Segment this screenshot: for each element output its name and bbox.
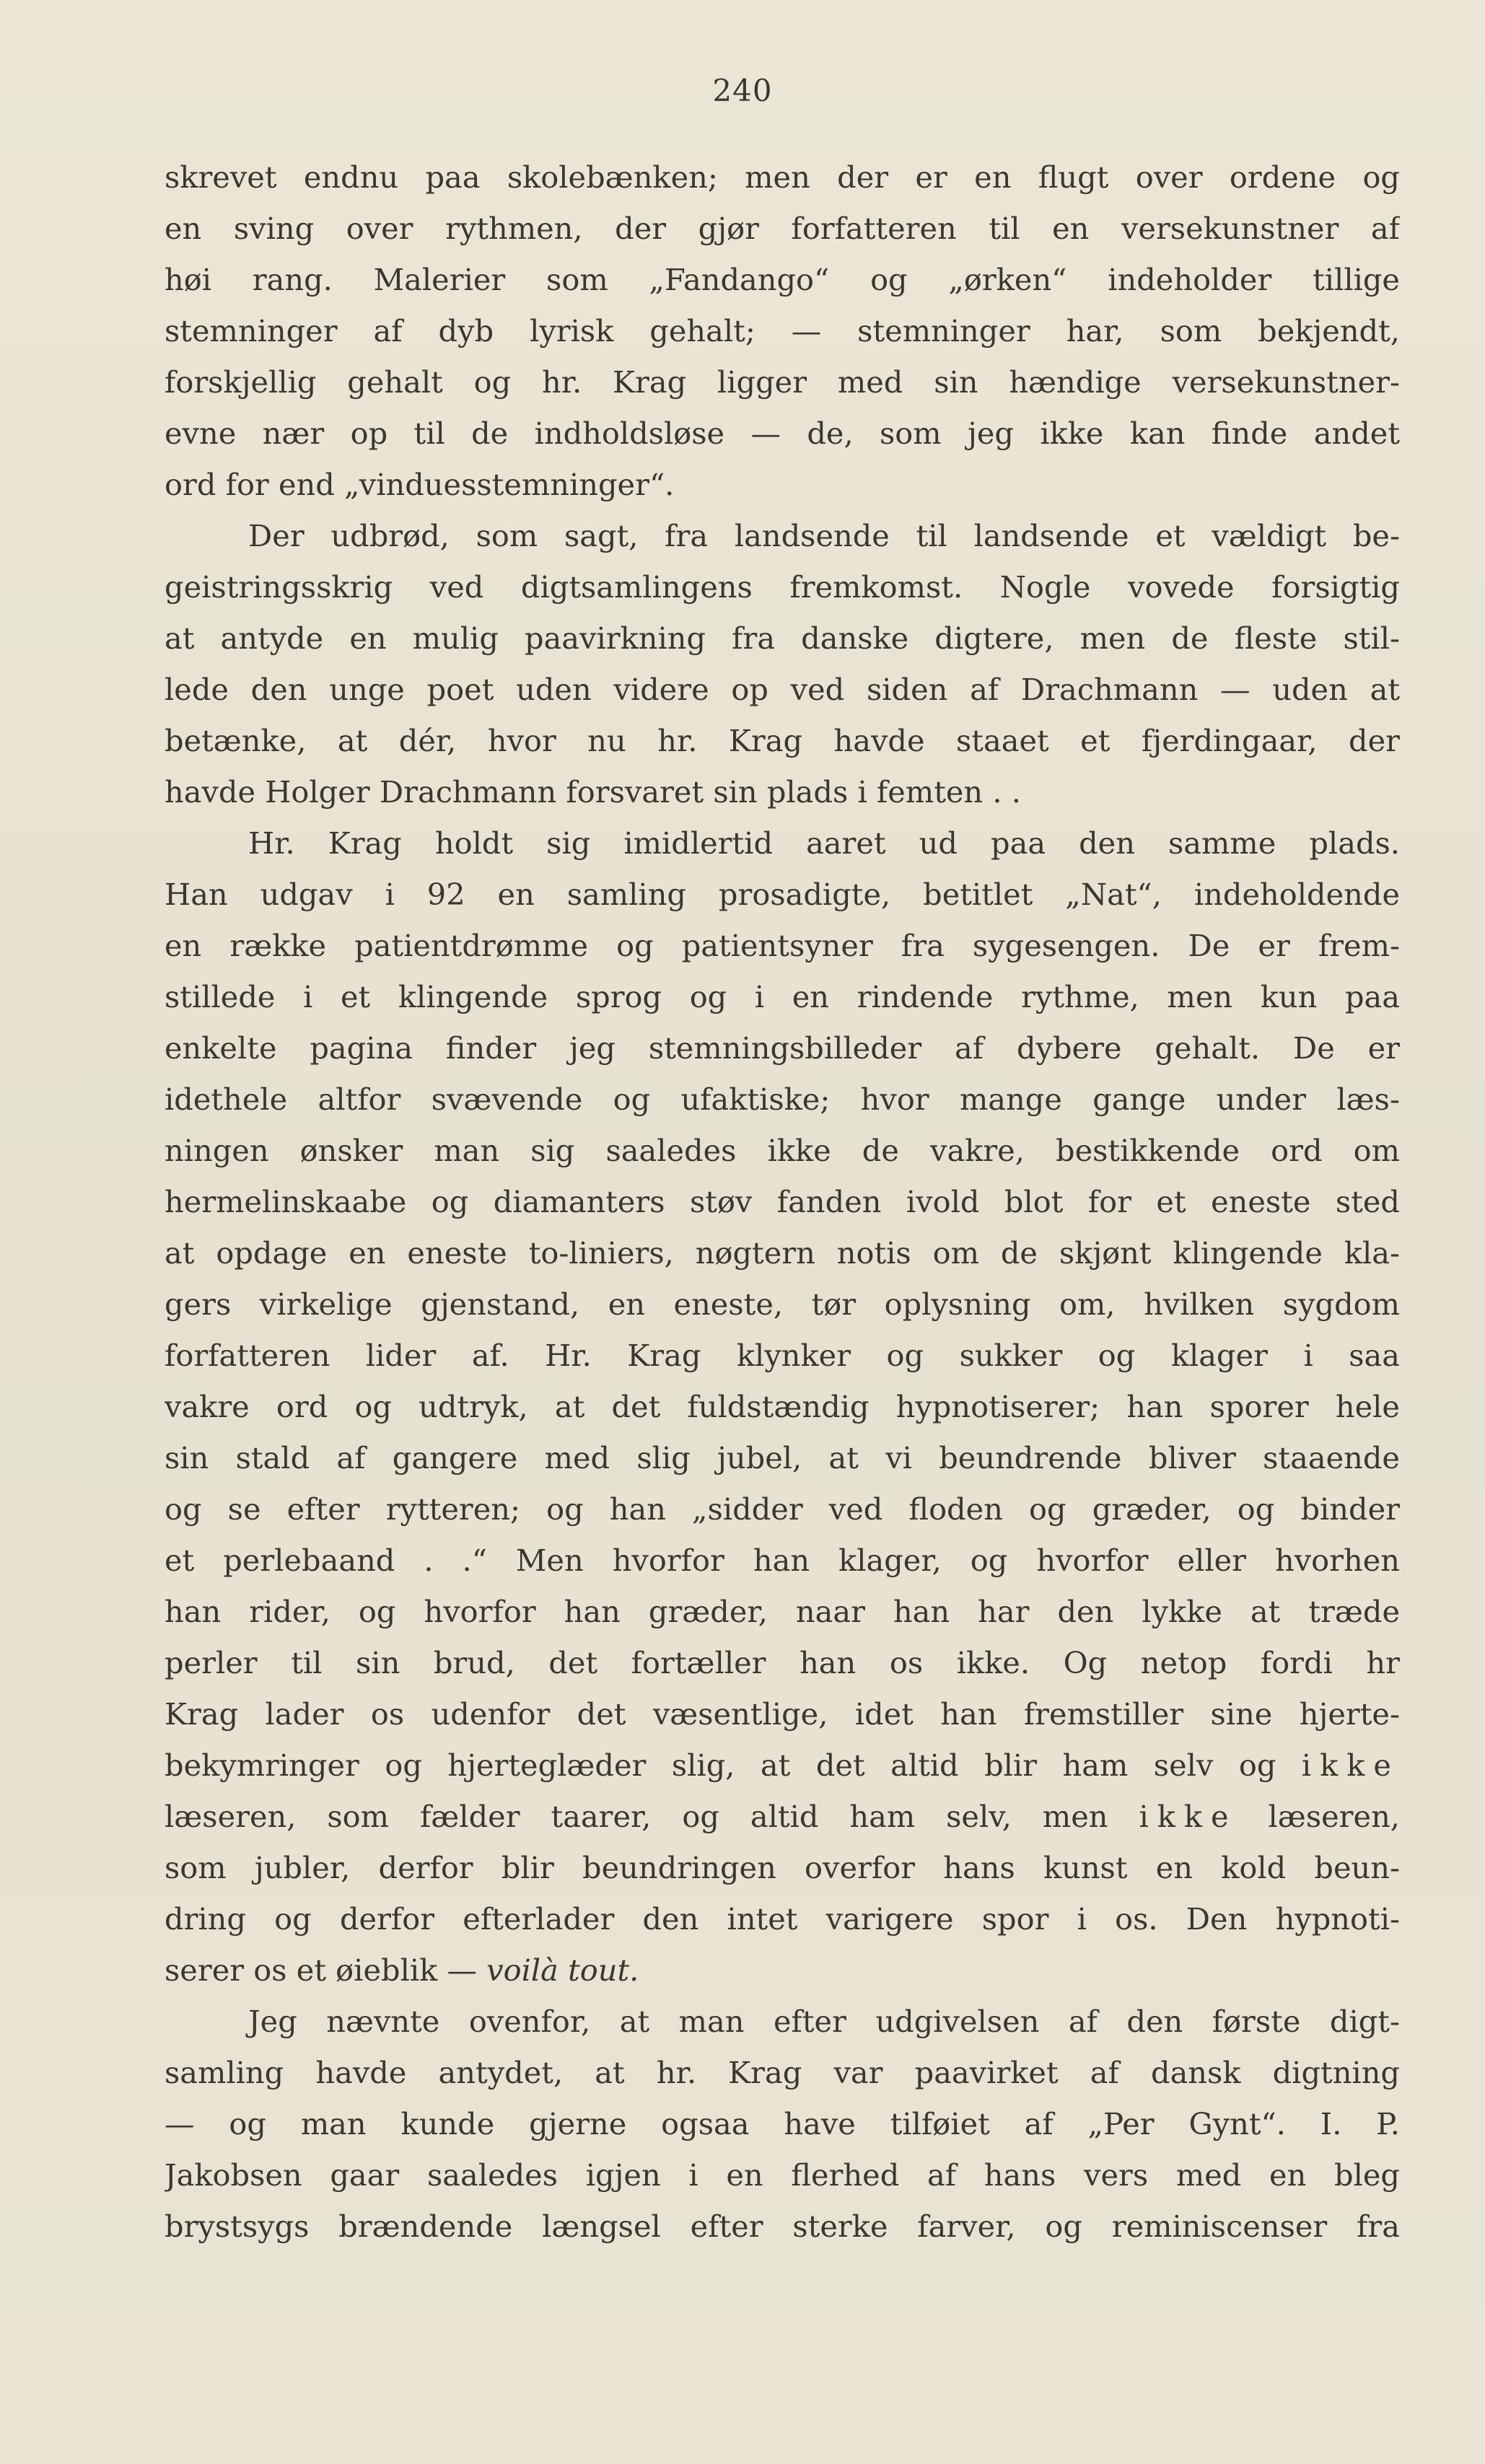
page-number: 240 bbox=[712, 73, 773, 108]
text-line bbox=[165, 1740, 1400, 1791]
body-text bbox=[165, 152, 1400, 2252]
text-segment: Krag lader os udenfor det væsentlige, idet han fremstiller sine bbox=[165, 1696, 1300, 1732]
text-line: forskjellig gehalt og hr. Krag ligger med sin hændige versekunstner- bbox=[165, 364, 1400, 400]
spaced-emphasis: ikke bbox=[1139, 1799, 1238, 1834]
text-line: hermelinskaabe og diamanters støv fanden ivold blot for et eneste sted bbox=[165, 1184, 1400, 1219]
text-line: et perlebaand . .“ Men hvorfor han klager, og hvorfor eller hvorhen bbox=[165, 1543, 1400, 1578]
text-line: brystsygs brændende længsel efter sterke farver, og reminiscenser fra bbox=[165, 2209, 1400, 2244]
text-line: stemninger af dyb lyrisk gehalt; — stemninger har, som bekjendt, bbox=[165, 313, 1400, 348]
text-line: havde Holger Drachmann forsvaret sin plads i femten . . bbox=[165, 774, 1021, 810]
text-line: høi rang. Malerier som „Fandango“ og „ørken“ indeholder tillige bbox=[165, 262, 1400, 297]
paragraph-start: Hr. Krag holdt sig imidlertid aaret ud paa den samme plads. bbox=[248, 825, 1400, 861]
text-line bbox=[165, 1945, 1400, 1996]
text-line: en række patientdrømme og patientsyner fra sygesengen. De er frem- bbox=[165, 928, 1400, 963]
text-line: en sving over rythmen, der gjør forfatteren til en versekunstner af bbox=[165, 211, 1400, 246]
text-line: evne nær op til de indholdsløse — de, som jeg ikke kan finde andet bbox=[165, 416, 1400, 451]
text-line: sin stald af gangere med slig jubel, at vi beundrende bliver staaende bbox=[165, 1440, 1400, 1476]
text-segment: læseren, som fælder taarer, og altid ham selv, men bbox=[165, 1799, 1139, 1834]
spaced-emphasis: ikke bbox=[1301, 1748, 1400, 1783]
text-line: ord for end „vinduesstemninger“. bbox=[165, 467, 675, 502]
text-line: stillede i et klingende sprog og i en rindende rythme, men kun paa bbox=[165, 979, 1400, 1014]
paragraph-start: Der udbrød, som sagt, fra landsende til landsende et vældigt be- bbox=[248, 518, 1400, 553]
text-segment: bekymringer og hjerteglæder slig, at det altid blir ham selv og bbox=[165, 1748, 1302, 1783]
paragraph-start: Jeg nævnte ovenfor, at man efter udgivelsen af den første digt- bbox=[248, 2004, 1400, 2039]
text-line: ningen ønsker man sig saaledes ikke de vakre, bestikkende ord om bbox=[165, 1133, 1400, 1168]
text-line: forfatteren lider af. Hr. Krag klynker og sukker og klager i saa bbox=[165, 1338, 1400, 1373]
text-line: at antyde en mulig paavirkning fra danske digtere, men de fleste stil- bbox=[165, 621, 1400, 656]
text-line: — og man kunde gjerne ogsaa have tilføiet af „Per Gynt“. I. P. bbox=[165, 2106, 1400, 2141]
text-line: enkelte pagina finder jeg stemningsbilleder af dybere gehalt. De er bbox=[165, 1030, 1400, 1066]
text-segment: serer os et øieblik — bbox=[165, 1952, 487, 1988]
text-line: idethele altfor svævende og ufaktiske; hvor mange gange under læs- bbox=[165, 1082, 1400, 1117]
text-segment: læseren, bbox=[1237, 1799, 1400, 1834]
text-line: vakre ord og udtryk, at det fuldstændig hypnotiserer; han sporer hele bbox=[165, 1389, 1400, 1424]
text-line: at opdage en eneste to-liniers, nøgtern notis om de skjønt klingende kla- bbox=[165, 1235, 1400, 1271]
text-segment: hjerte- bbox=[1299, 1696, 1400, 1732]
text-line: Jakobsen gaar saaledes igjen i en flerhed af hans vers med en bleg bbox=[165, 2157, 1400, 2193]
text-line bbox=[165, 1791, 1400, 1842]
text-line: betænke, at dér, hvor nu hr. Krag havde staaet et fjerdingaar, der bbox=[165, 723, 1400, 758]
text-line: som jubler, derfor blir beundringen overfor hans kunst en kold beun- bbox=[165, 1850, 1400, 1885]
text-line: skrevet endnu paa skolebænken; men der er en flugt over ordene og bbox=[165, 159, 1400, 195]
italic-phrase: voilà tout. bbox=[486, 1952, 639, 1988]
text-line: og se efter rytteren; og han „sidder ved floden og græder, og binder bbox=[165, 1491, 1400, 1527]
text-line: samling havde antydet, at hr. Krag var paavirket af dansk digtning bbox=[165, 2055, 1400, 2090]
text-line: dring og derfor efterlader den intet varigere spor i os. Den hypnoti- bbox=[165, 1901, 1400, 1937]
text-line: Han udgav i 92 en samling prosadigte, betitlet „Nat“, indeholdende bbox=[165, 877, 1400, 912]
text-line bbox=[165, 1688, 1400, 1740]
text-line: han rider, og hvorfor han græder, naar han har den lykke at træde bbox=[165, 1594, 1400, 1629]
text-line: lede den unge poet uden videre op ved siden af Drachmann — uden at bbox=[165, 672, 1400, 707]
text-line: perler til sin brud, det fortæller han os ikke. Og netop fordi hr bbox=[165, 1645, 1400, 1680]
text-line: geistringsskrig ved digtsamlingens fremkomst. Nogle vovede forsigtig bbox=[165, 569, 1400, 605]
text-line: gers virkelige gjenstand, en eneste, tør oplysning om, hvilken sygdom bbox=[165, 1286, 1400, 1322]
